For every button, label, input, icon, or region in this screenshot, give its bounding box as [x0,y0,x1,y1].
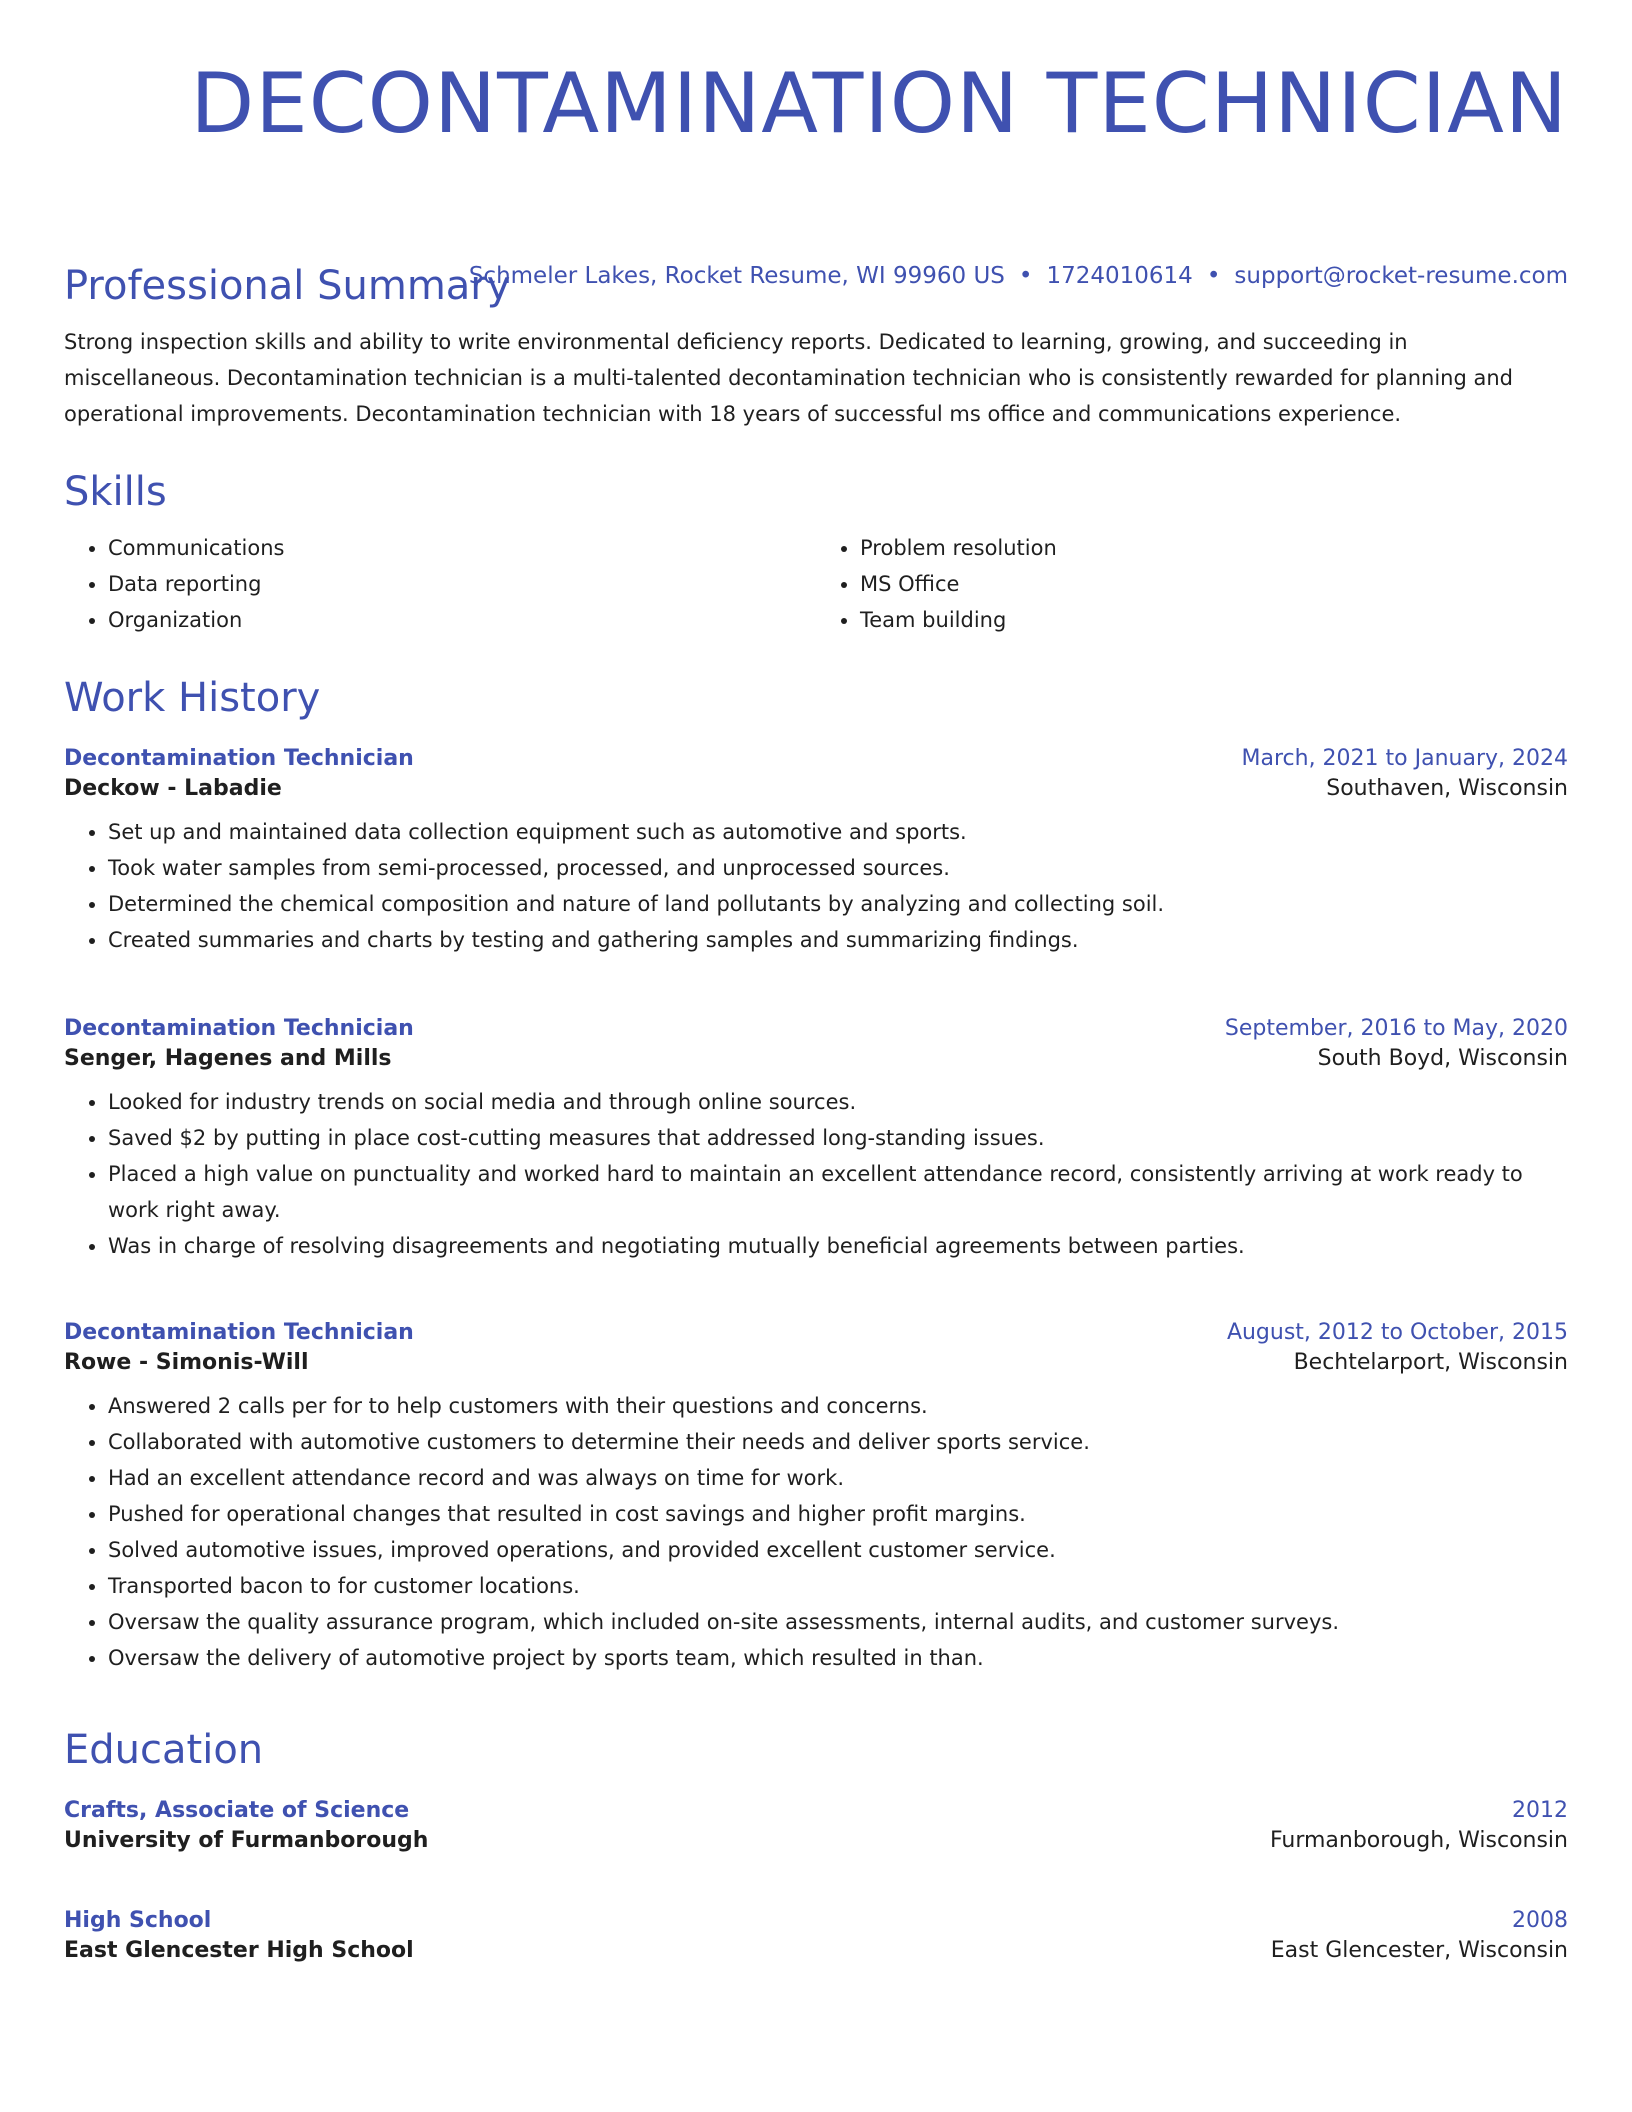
skill-item: • Communications [108,530,816,566]
job-bullet: • Had an excellent attendance record and was always on time for work. [108,1460,1568,1496]
job-entry [64,744,1568,958]
education-entry [64,1796,1568,1856]
education-school: University of Furmanborough [64,1828,429,1853]
job-company: Deckow - Labadie [64,776,282,801]
job-bullets [64,814,1568,958]
job-bullet: • Took water samples from semi-processed, processed, and unprocessed sources. [108,850,1568,886]
education-school: East Glencester High School [64,1938,414,1963]
job-dates: March, 2021 to January, 2024 [1241,746,1568,771]
work-heading: Work History [64,675,321,721]
job-bullet: • Saved $2 by putting in place cost-cutting measures that addressed long-standing issues. [108,1120,1568,1156]
skills-right-list [816,530,1568,638]
job-location: South Boyd, Wisconsin [1317,1046,1568,1071]
skill-item: • MS Office [860,566,1568,602]
job-bullet: • Pushed for operational changes that resulted in cost savings and higher profit margins. [108,1496,1568,1532]
work-section [64,674,1568,722]
summary-heading: Professional Summary [64,263,511,309]
education-year: 2008 [1512,1908,1568,1933]
job-location: Bechtelarport, Wisconsin [1293,1350,1568,1375]
contact-separator: • [1018,263,1033,289]
skill-item: • Team building [860,602,1568,638]
summary-text: Strong inspection skills and ability to write environmental deficiency reports. Dedicated to learning, growing, and succeeding in miscellaneous. Decontamination technician is a multi-talented decontamination technician who is consistently rewarded for planning and operational improvements. Decontamination technician with 18 years of successful ms office and communications experience. [64,330,1513,426]
education-entry [64,1906,1568,1966]
job-company: Senger, Hagenes and Mills [64,1046,392,1071]
skills-section [64,468,1568,638]
job-bullet: • Created summaries and charts by testing and gathering samples and summarizing findings. [108,922,1568,958]
education-degree: Crafts, Associate of Science [64,1798,410,1823]
job-bullet: • Set up and maintained data collection equipment such as automotive and sports. [108,814,1568,850]
job-title: Decontamination Technician [64,1016,414,1041]
job-bullet: • Looked for industry trends on social media and through online sources. [108,1084,1568,1120]
job-company: Rowe - Simonis-Will [64,1350,309,1375]
contact-phone: 1724010614 [1046,263,1193,289]
job-bullet: • Transported bacon to for customer locations. [108,1568,1568,1604]
education-heading: Education [64,1727,264,1773]
job-bullets [64,1084,1568,1264]
job-bullets [64,1388,1568,1676]
summary-section [64,262,1568,432]
skills-columns [64,530,1568,638]
contact-separator: • [1206,263,1221,289]
job-dates: September, 2016 to May, 2020 [1224,1016,1568,1041]
job-bullet: • Placed a high value on punctuality and worked hard to maintain an excellent attendance record, consistently arriving at work ready to work right away. [108,1156,1568,1228]
job-bullet: • Solved automotive issues, improved operations, and provided excellent customer service. [108,1532,1568,1568]
education-year: 2012 [1512,1798,1568,1823]
contact-email[interactable]: support@rocket-resume.com [1234,263,1568,289]
skill-item: • Organization [108,602,816,638]
education-section [64,1726,1568,1774]
job-location: Southaven, Wisconsin [1326,776,1568,801]
education-degree: High School [64,1908,212,1933]
job-entry [64,1318,1568,1676]
job-dates: August, 2012 to October, 2015 [1226,1320,1568,1345]
job-bullet: • Answered 2 calls per for to help customers with their questions and concerns. [108,1388,1568,1424]
job-title: Decontamination Technician [64,746,414,771]
job-bullet: • Was in charge of resolving disagreements and negotiating mutually beneficial agreements between parties. [108,1228,1568,1264]
job-entry [64,1014,1568,1264]
job-bullet: • Collaborated with automotive customers to determine their needs and deliver sports service. [108,1424,1568,1460]
contact-address: Schmeler Lakes, Rocket Resume, WI 99960 US [468,263,1005,289]
resume-title: DECONTAMINATION TECHNICIAN [190,55,1568,152]
job-bullet: • Oversaw the delivery of automotive project by sports team, which resulted in than. [108,1640,1568,1676]
skill-item: • Problem resolution [860,530,1568,566]
skills-heading: Skills [64,469,167,515]
skill-item: • Data reporting [108,566,816,602]
education-location: East Glencester, Wisconsin [1270,1938,1568,1963]
job-bullet: • Oversaw the quality assurance program, which included on-site assessments, internal audits, and customer surveys. [108,1604,1568,1640]
job-bullet: • Determined the chemical composition and nature of land pollutants by analyzing and collecting soil. [108,886,1568,922]
job-title: Decontamination Technician [64,1320,414,1345]
education-location: Furmanborough, Wisconsin [1269,1828,1568,1853]
skills-left-list [64,530,816,638]
